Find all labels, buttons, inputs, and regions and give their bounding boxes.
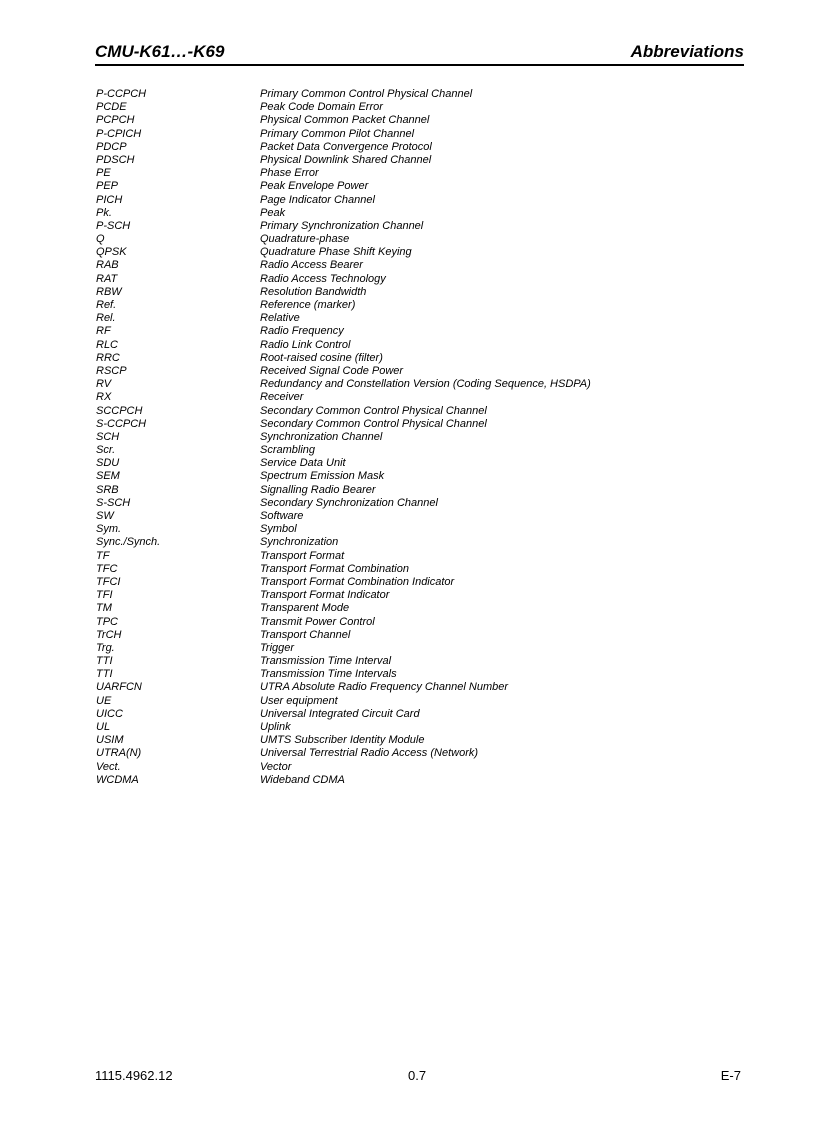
abbreviation-term: SEM [96,470,120,483]
abbreviation-term: TFI [96,589,113,602]
abbreviation-term: SRB [96,483,119,496]
abbreviation-term: SW [96,510,114,522]
abbreviation-term: TFC [96,562,118,575]
abbreviation-term: Scr. [96,444,116,457]
abbreviation-definition: Universal Terrestrial Radio Access (Network) [260,747,479,760]
abbreviation-row [96,220,716,233]
abbreviation-definition: Primary Common Control Physical Channel [260,88,473,100]
abbreviation-row [96,365,716,378]
abbreviation-row [96,602,716,615]
abbreviation-term: Rel. [96,312,116,325]
abbreviation-definition: Trigger [260,641,295,654]
abbreviation-definition: Secondary Synchronization Channel [260,496,438,509]
abbreviation-term: WCDMA [96,773,139,786]
abbreviation-row [96,497,716,510]
abbreviation-definition: Transparent Mode [260,602,350,615]
abbreviation-term: Trg. [96,641,115,654]
abbreviation-term: UL [96,721,111,733]
abbreviation-definition: Quadrature-phase [260,233,350,246]
abbreviation-definition: Transmission Time Intervals [260,668,397,681]
abbreviation-term: PEP [96,180,119,193]
abbreviation-definition: Symbol [260,523,297,536]
abbreviation-row [96,721,716,734]
abbreviation-definition: Scrambling [260,444,316,457]
abbreviation-row [96,246,716,259]
abbreviation-row [96,114,716,127]
abbreviation-term: UE [96,694,112,707]
abbreviation-definition: Synchronization Channel [260,430,383,443]
abbreviation-definition: Reference (marker) [260,299,356,311]
abbreviation-row [96,747,716,760]
abbreviation-definition: Quadrature Phase Shift Keying [260,246,412,259]
abbreviation-row [96,286,716,299]
abbreviation-row [96,510,716,523]
abbreviation-definition: Received Signal Code Power [260,364,404,377]
abbreviation-definition: Packet Data Convergence Protocol [260,140,432,153]
abbreviation-row [96,325,716,338]
abbreviation-definition: Universal Integrated Circuit Card [260,707,420,720]
abbreviation-definition: Radio Access Technology [260,272,386,285]
abbreviation-term: SCCPCH [96,404,143,417]
abbreviation-row [96,444,716,457]
abbreviation-row [96,681,716,694]
abbreviation-definition: Peak Envelope Power [260,180,369,193]
abbreviation-row [96,352,716,365]
abbreviation-definition: Software [260,510,304,522]
abbreviation-row [96,457,716,470]
abbreviation-definition: Transport Format Combination Indicator [260,575,455,588]
abbreviation-definition: Page Indicator Channel [260,193,375,206]
abbreviation-definition: Primary Synchronization Channel [260,219,424,232]
abbreviation-row [96,523,716,536]
abbreviation-definition: Transport Format Indicator [260,589,390,602]
abbreviation-row [96,431,716,444]
abbreviation-term: Vect. [96,760,121,773]
abbreviation-definition: Physical Common Packet Channel [260,114,430,127]
abbreviation-term: RSCP [96,364,127,377]
abbreviation-term: RBW [96,285,122,298]
abbreviation-term: UTRA(N) [96,747,142,760]
abbreviation-definition: Peak Code Domain Error [260,101,383,114]
abbreviation-row [96,273,716,286]
abbreviation-row [96,128,716,141]
abbreviation-definition: Secondary Common Control Physical Channel [260,404,487,417]
abbreviation-term: PCDE [96,101,127,114]
abbreviation-term: RF [96,325,111,338]
abbreviation-term: TF [96,549,110,562]
abbreviation-definition: Transmission Time Interval [260,655,392,668]
abbreviation-row [96,550,716,563]
abbreviation-term: S-SCH [96,496,131,509]
abbreviation-row [96,207,716,220]
abbreviation-term: UICC [96,707,123,720]
abbreviation-row [96,194,716,207]
abbreviation-row [96,774,716,787]
abbreviation-row [96,616,716,629]
abbreviation-definition: Peak [260,206,286,219]
abbreviation-row [96,180,716,193]
abbreviation-definition: Transmit Power Control [260,615,375,628]
abbreviation-term: PICH [96,193,123,206]
page-header [95,42,744,66]
abbreviation-row [96,378,716,391]
abbreviation-row [96,761,716,774]
abbreviation-term: PE [96,167,111,180]
abbreviation-definition: Service Data Unit [260,457,346,470]
abbreviation-row [96,101,716,114]
abbreviation-definition: Physical Downlink Shared Channel [260,153,432,166]
abbreviation-row [96,470,716,483]
abbreviation-term: RLC [96,338,119,351]
abbreviation-definition: Synchronization [260,536,339,549]
abbreviation-term: PDSCH [96,153,135,166]
abbreviation-definition: Transport Format [260,549,345,562]
abbreviation-definition: Signalling Radio Bearer [260,483,376,496]
abbreviation-term: SDU [96,457,120,470]
abbreviation-row [96,88,716,101]
abbreviation-row [96,418,716,431]
abbreviation-term: Sync./Synch. [96,536,161,549]
abbreviation-definition: Relative [260,312,300,325]
abbreviation-definition: Primary Common Pilot Channel [260,127,415,140]
abbreviation-term: P-CPICH [96,127,142,140]
abbreviation-term: SCH [96,430,120,443]
document-number: 1115.4962.12 [95,1068,173,1083]
abbreviation-row [96,642,716,655]
abbreviation-definition: Radio Link Control [260,338,351,351]
abbreviation-row [96,536,716,549]
abbreviation-term: Sym. [96,523,122,536]
abbreviation-definition: Spectrum Emission Mask [260,470,385,483]
abbreviation-list [96,88,716,787]
abbreviation-term: RAB [96,259,119,272]
abbreviation-row [96,312,716,325]
abbreviation-row [96,405,716,418]
abbreviation-row [96,708,716,721]
abbreviation-term: PCPCH [96,114,135,127]
abbreviation-definition: Radio Access Bearer [260,259,363,272]
section-title: Abbreviations [630,42,744,61]
abbreviation-term: TFCI [96,575,121,588]
abbreviation-term: USIM [96,734,124,747]
abbreviation-definition: UTRA Absolute Radio Frequency Channel Number [260,681,509,694]
abbreviation-row [96,629,716,642]
abbreviation-term: QPSK [96,246,127,259]
abbreviation-term: RRC [96,351,120,364]
abbreviation-term: TTI [96,668,113,681]
abbreviation-term: UARFCN [96,681,142,694]
abbreviation-row [96,484,716,497]
abbreviation-term: TPC [96,615,118,628]
abbreviation-row [96,695,716,708]
abbreviation-term: Q [96,233,105,246]
abbreviation-definition: Secondary Common Control Physical Channel [260,417,487,430]
page-footer [95,1067,741,1085]
abbreviation-term: RX [96,391,112,404]
abbreviation-row [96,339,716,352]
abbreviation-definition: Transport Channel [260,628,351,641]
abbreviation-definition: Wideband CDMA [260,773,345,786]
abbreviation-term: TrCH [96,628,122,641]
abbreviation-term: S-CCPCH [96,417,147,430]
abbreviation-definition: Vector [260,760,292,773]
document-title: CMU-K61…-K69 [95,42,225,61]
abbreviation-term: RAT [96,272,118,285]
abbreviation-row [96,299,716,312]
abbreviation-row [96,233,716,246]
abbreviation-row [96,668,716,681]
abbreviation-row [96,589,716,602]
abbreviation-definition: User equipment [260,694,338,707]
abbreviation-definition: Uplink [260,721,291,733]
abbreviation-row [96,734,716,747]
abbreviation-term: Ref. [96,299,117,311]
version-number: 0.7 [408,1068,427,1083]
abbreviation-definition: Redundancy and Constellation Version (Coding Sequence, HSDPA) [260,378,591,391]
abbreviation-definition: Radio Frequency [260,325,344,338]
abbreviation-row [96,259,716,272]
abbreviation-term: PDCP [96,140,127,153]
abbreviation-row [96,141,716,154]
abbreviation-term: RV [96,378,112,391]
abbreviation-term: TM [96,602,112,615]
abbreviation-term: P-SCH [96,219,131,232]
abbreviation-definition: Root-raised cosine (filter) [260,351,383,364]
abbreviation-definition: Transport Format Combination [260,562,409,575]
abbreviation-row [96,154,716,167]
abbreviation-term: P-CCPCH [96,88,147,100]
abbreviation-term: TTI [96,655,113,668]
abbreviation-term: Pk. [96,206,112,219]
abbreviation-definition: Phase Error [260,167,319,180]
abbreviation-row [96,391,716,404]
abbreviation-definition: UMTS Subscriber Identity Module [260,734,425,747]
abbreviation-row [96,576,716,589]
abbreviation-definition: Resolution Bandwidth [260,285,367,298]
abbreviation-definition: Receiver [260,391,304,404]
page-number: E-7 [720,1068,741,1083]
abbreviation-row [96,563,716,576]
abbreviation-row [96,167,716,180]
abbreviation-row [96,655,716,668]
